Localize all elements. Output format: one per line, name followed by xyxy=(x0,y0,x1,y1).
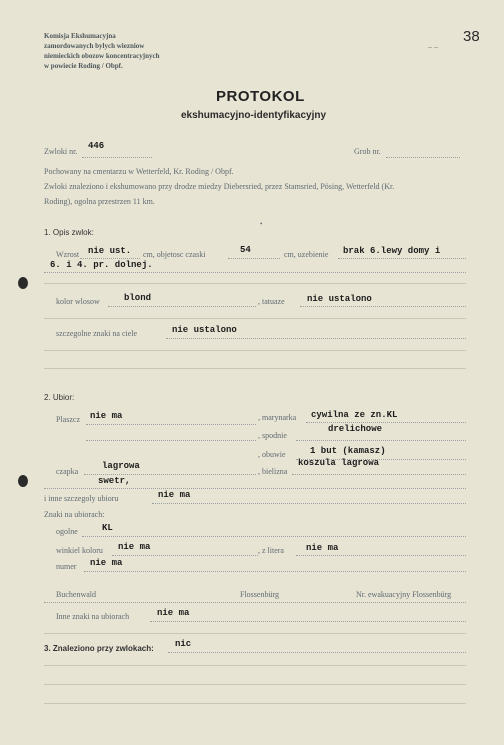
marynarka-label: , marynarka xyxy=(258,413,297,422)
sweter-value: swetr, xyxy=(98,476,131,486)
znaki-ubiorach-label: Znaki na ubiorach: xyxy=(44,510,105,519)
uzebienie-cont-line xyxy=(44,272,466,273)
section3-label: 3. Znaleziono przy zwlokach: xyxy=(44,644,154,653)
punch-hole-bottom xyxy=(18,475,28,487)
bielizna-value: koszula lagrowa xyxy=(298,458,380,468)
numer-value: nie ma xyxy=(90,558,123,568)
buchenwald-line xyxy=(44,602,466,603)
wzrost-label: Wzrost xyxy=(56,250,80,259)
page-number: 38 xyxy=(463,28,480,45)
wzrost-unit: cm, objetosc czaski xyxy=(143,250,206,259)
grob-line xyxy=(386,157,460,158)
winkiel-line xyxy=(112,555,258,556)
litera-line xyxy=(296,555,466,556)
inne-label: i inne szczegoly ubioru xyxy=(44,494,119,503)
ogolne-label: ogolne xyxy=(56,527,78,536)
winkiel-label: winkiel koloru xyxy=(56,546,103,555)
sweter-line xyxy=(44,488,466,489)
inne-line xyxy=(152,503,466,504)
zwloki-label: Zwloki nr. xyxy=(44,147,78,156)
spodnie-line xyxy=(296,440,466,441)
marynarka-value: cywilna ze zn.KL xyxy=(311,410,398,420)
wlosy-value: blond xyxy=(124,293,152,303)
znaki-line xyxy=(166,338,466,339)
numer-label: numer xyxy=(56,562,77,571)
inne-znaki-label: Inne znaki na ubiorach xyxy=(56,612,130,621)
inne-znaki-value: nie ma xyxy=(157,608,190,618)
marynarka-line xyxy=(306,422,466,423)
page-dash-mark: _ _ xyxy=(428,40,438,49)
czaszka-line xyxy=(228,258,280,259)
ewakuacyjny-label: Nr. ewakuacyjny Flossenbürg xyxy=(356,590,452,599)
tatuaze-line xyxy=(300,306,466,307)
header-line-1: Komisja Ekshumacyjna xyxy=(44,32,116,40)
plaszcz-line xyxy=(86,424,256,425)
intro-line-2: Zwloki znaleziono i ekshumowano przy drodze miedzy Diebersried, przez Stamsried, Pösing, Wetterfeld (Kr. xyxy=(44,182,395,191)
flossenburg-label: Flossenbürg xyxy=(240,590,279,599)
litera-value: nie ma xyxy=(306,543,339,553)
buchenwald-label: Buchenwald xyxy=(56,590,96,599)
spodnie-value: drelichowe xyxy=(328,424,383,434)
inne-value: nie ma xyxy=(158,490,191,500)
czaszka-value: 54 xyxy=(240,245,251,255)
litera-label: , z litera xyxy=(258,546,284,555)
obuwie-label: , obuwie xyxy=(258,450,286,459)
section2-separator xyxy=(44,633,466,634)
wlosy-separator xyxy=(44,318,466,319)
spodnie-label: , spodnie xyxy=(258,431,287,440)
section3-line xyxy=(168,652,466,653)
header-line-3: niemieckich obozow koncentracyjnych xyxy=(44,52,160,60)
numer-line xyxy=(84,571,466,572)
intro-line-3: Roding), ogolna przestrzen 11 km. xyxy=(44,197,155,206)
czapka-line xyxy=(84,474,256,475)
section2-label: 2. Ubior: xyxy=(44,393,75,402)
ogolne-line xyxy=(82,536,466,537)
bielizna-label: , bielizna xyxy=(258,467,288,476)
plaszcz-line-2 xyxy=(86,440,256,441)
plaszcz-label: Plaszcz xyxy=(56,415,80,424)
ogolne-value: KL xyxy=(102,523,113,533)
znaki-label: szczegolne znaki na ciele xyxy=(56,329,138,338)
wlosy-line xyxy=(108,306,256,307)
tatuaze-label: , tatuaze xyxy=(258,297,285,306)
znaki-separator xyxy=(44,350,466,351)
document-title: PROTOKOL xyxy=(216,88,305,105)
grob-label: Grob nr. xyxy=(354,147,381,156)
intro-line-1: Pochowany na cmentarzu w Wetterfeld, Kr. Roding / Obpf. xyxy=(44,167,234,176)
section3-separator-2 xyxy=(44,684,466,685)
section3-separator-3 xyxy=(44,703,466,704)
zwloki-line xyxy=(82,157,152,158)
small-mark: • xyxy=(260,220,263,228)
czapka-value: lagrowa xyxy=(102,461,140,471)
section1-label: 1. Opis zwlok: xyxy=(44,228,94,237)
zwloki-value: 446 xyxy=(88,141,105,151)
header-line-4: w powiecie Roding / Obpf. xyxy=(44,62,123,70)
punch-hole-top xyxy=(18,277,28,289)
bielizna-line xyxy=(292,474,466,475)
wlosy-label: kolor wlosow xyxy=(56,297,100,306)
section1-separator xyxy=(44,283,466,284)
header-line-2: zamordowanych bylych wiezniow xyxy=(44,42,145,50)
uzebienie-label: cm, uzebienie xyxy=(284,250,329,259)
tatuaze-value: nie ustalono xyxy=(307,294,372,304)
uzebienie-value: brak 6.lewy domy i xyxy=(343,246,441,256)
czapka-label: czapka xyxy=(56,467,79,476)
znaki-value: nie ustalono xyxy=(172,325,237,335)
obuwie-value: 1 but (kamasz) xyxy=(310,446,386,456)
uzebienie-line xyxy=(338,258,466,259)
wzrost-line xyxy=(80,258,140,259)
section3-separator-1 xyxy=(44,665,466,666)
plaszcz-value: nie ma xyxy=(90,411,123,421)
uzebienie-cont: 6. i 4. pr. dolnej. xyxy=(50,260,153,270)
winkiel-value: nie ma xyxy=(118,542,151,552)
document-subtitle: ekshumacyjno-identyfikacyjny xyxy=(181,110,327,121)
wzrost-value: nie ust. xyxy=(88,246,132,256)
blank-separator-1 xyxy=(44,368,466,369)
inne-znaki-line xyxy=(150,621,466,622)
section3-value: nic xyxy=(175,639,192,649)
